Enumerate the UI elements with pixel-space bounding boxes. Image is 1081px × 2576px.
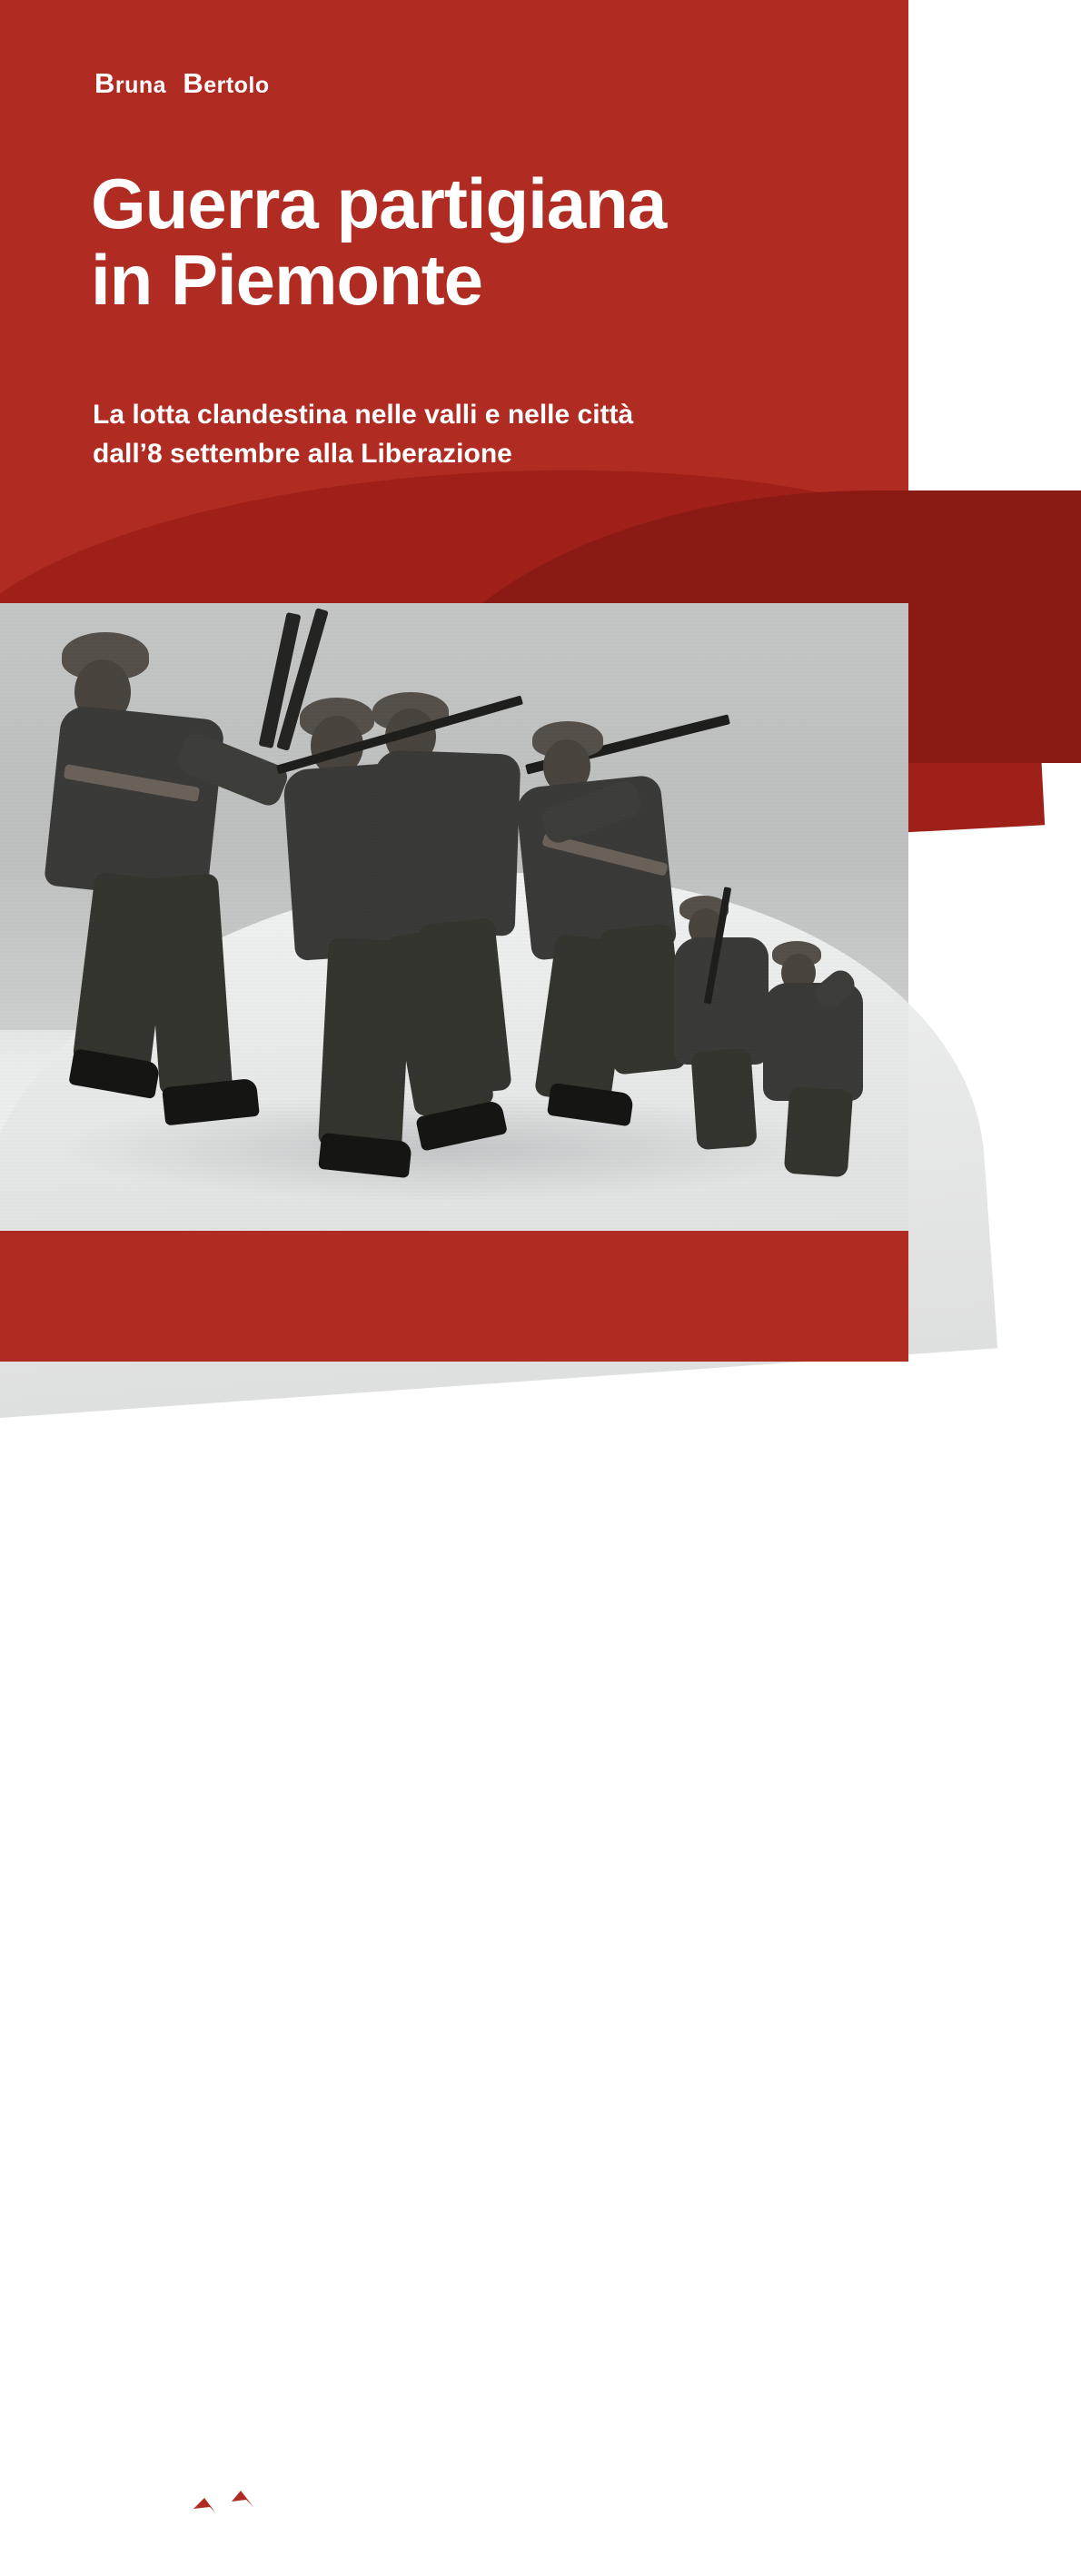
author-first-initial: B bbox=[94, 67, 115, 99]
series-word4-initial: O bbox=[286, 2541, 302, 2561]
cover-bottom-band bbox=[0, 1231, 908, 2561]
series-word1-rest: toria bbox=[189, 2544, 223, 2560]
cover-photograph bbox=[0, 603, 908, 1239]
series-word4-rest: vest bbox=[301, 2544, 332, 2560]
title-line-1: Guerra partigiana bbox=[91, 163, 667, 243]
series-logo bbox=[141, 2485, 368, 2576]
series-word3-initial: N bbox=[243, 2541, 257, 2561]
mountains-icon bbox=[157, 2485, 352, 2536]
author-name bbox=[94, 69, 270, 97]
subtitle-line-2: dall’8 settembre alla Liberazione bbox=[93, 438, 512, 469]
author-first-rest: runa bbox=[114, 73, 167, 98]
title-line-2: in Piemonte bbox=[91, 240, 483, 321]
series-word3-rest: ord bbox=[256, 2544, 282, 2560]
publisher-logo bbox=[639, 2499, 850, 2557]
series-word1-initial: S bbox=[176, 2541, 190, 2561]
subtitle-line-1: La lotta clandestina nelle valli e nelle città bbox=[93, 400, 634, 430]
author-last-initial: B bbox=[183, 67, 204, 99]
author-last-rest: ertolo bbox=[203, 73, 270, 98]
series-word2: a bbox=[228, 2544, 238, 2560]
publisher-name: Susalibri bbox=[685, 2505, 850, 2550]
book-subtitle bbox=[93, 396, 819, 473]
photo-grain-overlay bbox=[0, 603, 908, 1239]
colonnade-icon bbox=[639, 2502, 680, 2554]
series-name bbox=[141, 2541, 368, 2561]
book-title bbox=[91, 163, 845, 321]
